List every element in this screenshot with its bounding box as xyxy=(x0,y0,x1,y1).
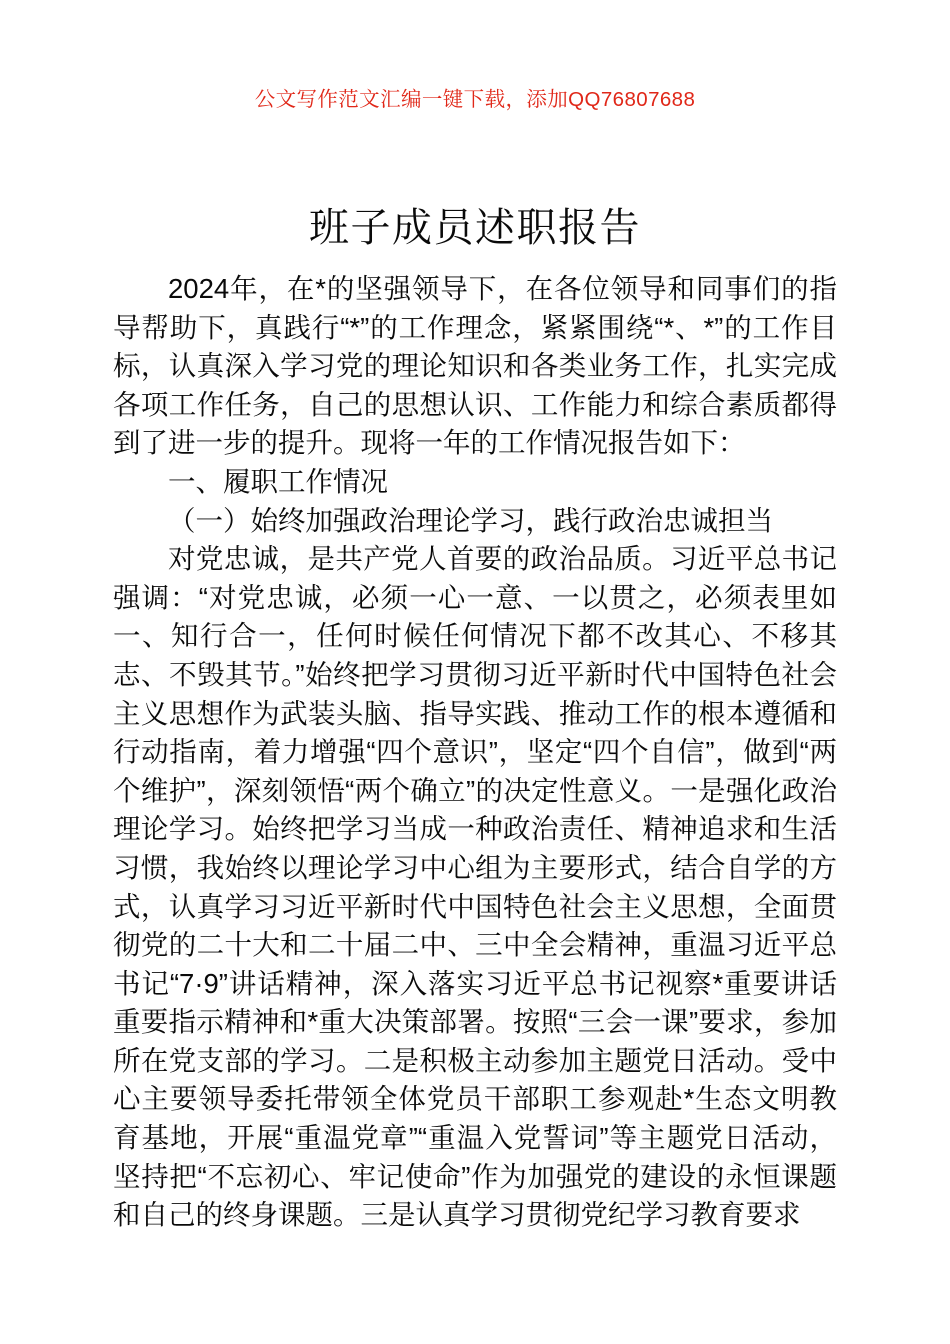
paragraph-opening: 2024年，在*的坚强领导下，在各位领导和同事们的指导帮助下，真践行“*”的工作理念，紧紧围绕“*、*”的工作目标，认真深入学习党的理论知识和各类业务工作，扎实完成各项工作任务，自己的思想认识、工作能力和综合素质都得到了进一步的提升。现将一年的工作情况报告如下： xyxy=(113,273,837,459)
document-title: 班子成员述职报告 xyxy=(309,205,641,250)
section-heading-level-1: 一、履职工作情况 xyxy=(168,465,388,497)
section-heading-level-2: （一）始终加强政治理论学习，践行政治忠诚担当 xyxy=(168,504,773,536)
paragraph-political-theory-study: 对党忠诚，是共产党人首要的政治品质。习近平总书记强调：“对党忠诚，必须一心一意、一以贯之，必须表里如一、知行合一，任何时候任何情况下都不改其心、不移其志、不毁其节。”始终把学习贯彻习近平新时代中国特色社会主义思想作为武装头脑、指导实践、推动工作的根本遵循和行动指南，着力增强“四个意识”，坚定“四个自信”，做到“两个维护”，深刻领悟“两个确立”的决定性意义。一是强化政治理论学习。始终把学习当成一种政治责任、精神追求和生活习惯，我始终以理论学习中心组为主要形式，结合自学的方式，认真学习习近平新时代中国特色社会主义思想，全面贯彻党的二十大和二十届二中、三中全会精神，重温习近平总书记“7·9”讲话精神，深入落实习近平总书记视察*重要讲话重要指示精神和*重大决策部署。按照“三会一课”要求，参加所在党支部的学习。二是积极主动参加主题党日活动。受中心主要领导委托带领全体党员干部职工参观赴*生态文明教育基地，开展“重温党章”“重温入党誓词”等主题党日活动，坚持把“不忘初心、牢记使命”作为加强党的建设的永恒课题和自己的终身课题。三是认真学习贯彻党纪学习教育要求 xyxy=(113,543,837,1231)
promo-watermark-header: 公文写作范文汇编一键下载，添加QQ76807688 xyxy=(254,88,696,111)
document-body xyxy=(113,270,837,1235)
